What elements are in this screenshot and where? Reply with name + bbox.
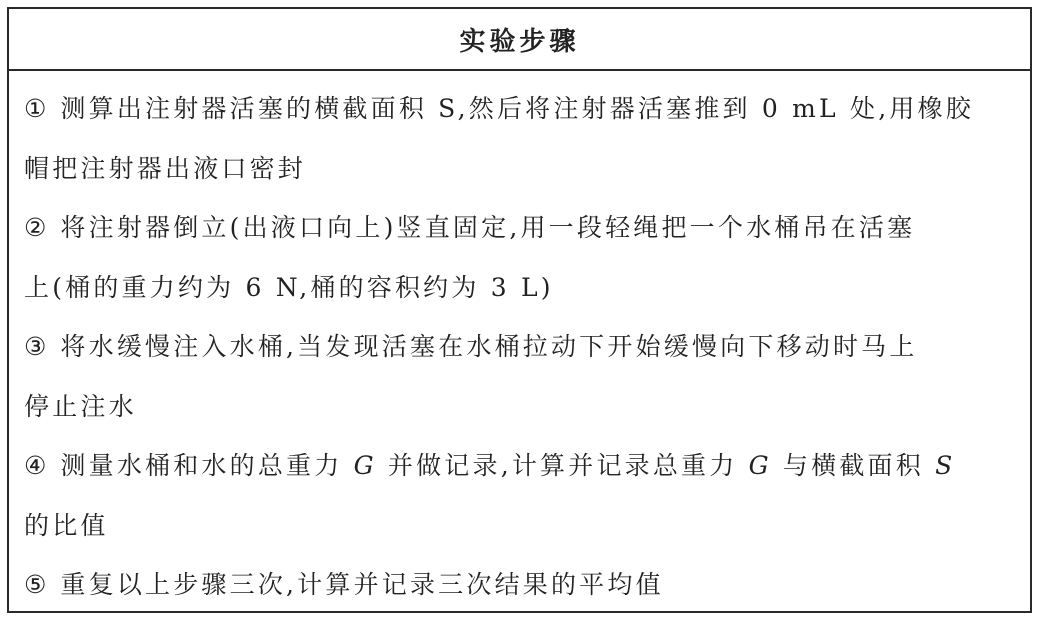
- table-title: 实验步骤: [459, 26, 580, 57]
- variable-s: S: [935, 451, 956, 480]
- step-4-line-2: 的比值: [24, 510, 109, 540]
- step-number: ①: [24, 94, 47, 123]
- step-number: ②: [24, 213, 47, 242]
- step-3-line-1: [24, 317, 1020, 377]
- step-2: [24, 198, 1020, 317]
- step-2-line-2: 上(桶的重力约为 6 N,桶的容积约为 3 L): [24, 272, 554, 302]
- step-number: ③: [24, 332, 47, 361]
- variable-g: G: [748, 451, 772, 480]
- step-text-part-3: 与横截面积: [771, 451, 936, 480]
- variable-g: G: [353, 451, 377, 480]
- step-3-line-2: 停止注水: [24, 391, 137, 421]
- step-5-line-1: [24, 555, 1020, 615]
- step-4: [24, 436, 1020, 555]
- step-1: [24, 79, 1020, 198]
- step-2-line-1: [24, 198, 1020, 258]
- step-4-line-1: [24, 436, 1020, 496]
- experiment-steps-table: [7, 7, 1032, 613]
- step-text-part-1: 测量水桶和水的总重力: [60, 451, 354, 480]
- step-text: 测算出注射器活塞的横截面积 S,然后将注射器活塞推到 0 mL 处,用橡胶: [60, 94, 974, 123]
- step-text: 将注射器倒立(出液口向上)竖直固定,用一段轻绳把一个水桶吊在活塞: [60, 213, 916, 242]
- step-5: [24, 555, 1020, 615]
- table-body: [9, 71, 1030, 615]
- step-text: 将水缓慢注入水桶,当发现活塞在水桶拉动下开始缓慢向下移动时马上: [60, 332, 918, 361]
- step-text: 重复以上步骤三次,计算并记录三次结果的平均值: [60, 570, 664, 599]
- step-3: [24, 317, 1020, 436]
- step-text-part-2: 并做记录,计算并记录总重力: [376, 451, 749, 480]
- step-number: ⑤: [24, 570, 47, 599]
- step-1-line-1: [24, 79, 1020, 139]
- step-1-line-2: 帽把注射器出液口密封: [24, 153, 307, 183]
- step-number: ④: [24, 451, 47, 480]
- table-header: [9, 9, 1030, 71]
